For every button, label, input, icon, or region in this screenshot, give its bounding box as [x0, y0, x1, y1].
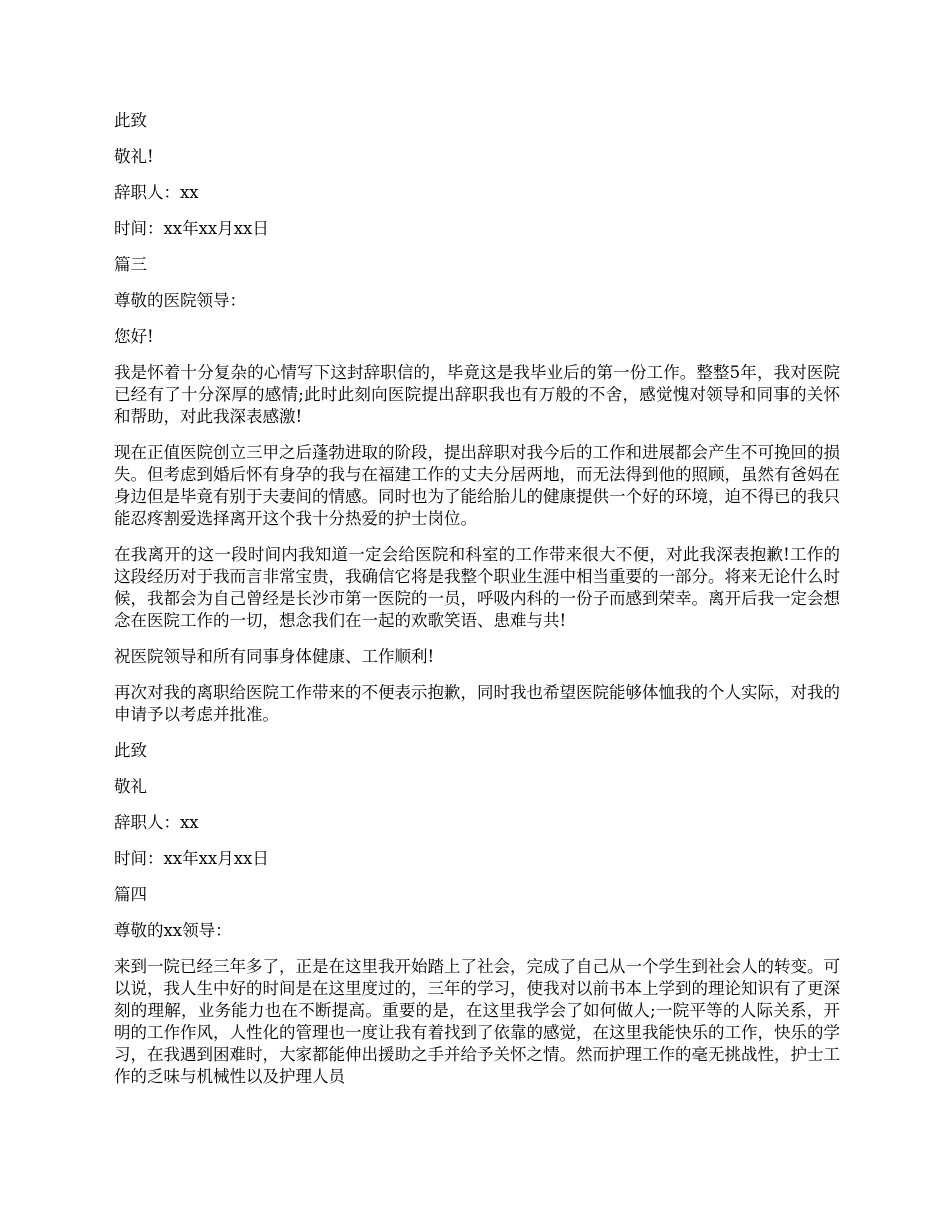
signer-line: 辞职人：xx	[114, 183, 199, 202]
body-paragraph: 现在正值医院创立三甲之后蓬勃进取的阶段，提出辞职对我今后的工作和进展都会产生不可挽回的损失。但考虑到婚后怀有身孕的我与在福建工作的丈夫分居两地，而无法得到他的照顾，虽然有爸妈在身边但是毕竟有别于夫妻间的情感。同时也为了能给胎儿的健康提供一个好的环境，迫不得已的我只能忍疼割爱选择离开这个我十分热爱的护士岗位。	[114, 443, 840, 528]
body-paragraph: 在我离开的这一段时间内我知道一定会给医院和科室的工作带来很大不便，对此我深表抱歉!工作的这段经历对于我而言非常宝贵，我确信它将是我整个职业生涯中相当重要的一部分。将来无论什么时候，我都会为自己曾经是长沙市第一医院的一员，呼吸内科的一份子而感到荣幸。离开后我一定会想念在医院工作的一切，想念我们在一起的欢歌笑语、患难与共!	[114, 545, 840, 630]
section-heading: 篇三	[114, 255, 147, 274]
section-heading: 篇四	[114, 885, 147, 904]
salutation-regards: 敬礼!	[114, 147, 154, 166]
closing-phrase: 此致	[114, 741, 147, 760]
letter-greeting: 尊敬的xx领导：	[114, 921, 232, 940]
closing-phrase: 此致	[114, 111, 147, 130]
letter-hello: 您好!	[114, 327, 154, 346]
date-line: 时间：xx年xx月xx日	[114, 219, 269, 238]
salutation-regards: 敬礼	[114, 777, 147, 796]
document-body	[114, 110, 840, 1102]
body-paragraph: 我是怀着十分复杂的心情写下这封辞职信的，毕竟这是我毕业后的第一份工作。整整5年，我对医院已经有了十分深厚的感情;此时此刻向医院提出辞职我也有万般的不舍，感觉愧对领导和同事的关怀和帮助，对此我深表感激!	[114, 363, 840, 426]
body-paragraph: 再次对我的离职给医院工作带来的不便表示抱歉，同时我也希望医院能够体恤我的个人实际，对我的申请予以考虑并批准。	[114, 683, 840, 724]
wishes-line: 祝医院领导和所有同事身体健康、工作顺利!	[114, 647, 435, 666]
letter-greeting: 尊敬的医院领导：	[114, 291, 246, 310]
signer-line: 辞职人：xx	[114, 813, 199, 832]
body-paragraph: 来到一院已经三年多了，正是在这里我开始踏上了社会，完成了自己从一个学生到社会人的转变。可以说，我人生中好的时间是在这里度过的，三年的学习，使我对以前书本上学到的理论知识有了更深刻的理解，业务能力也在不断提高。重要的是，在这里我学会了如何做人;一院平等的人际关系，开明的工作作风，人性化的管理也一度让我有着找到了依靠的感觉，在这里我能快乐的工作，快乐的学习，在我遇到困难时，大家都能伸出援助之手并给予关怀之情。然而护理工作的毫无挑战性，护士工作的乏味与机械性以及护理人员	[114, 957, 840, 1086]
date-line: 时间：xx年xx月xx日	[114, 849, 269, 868]
